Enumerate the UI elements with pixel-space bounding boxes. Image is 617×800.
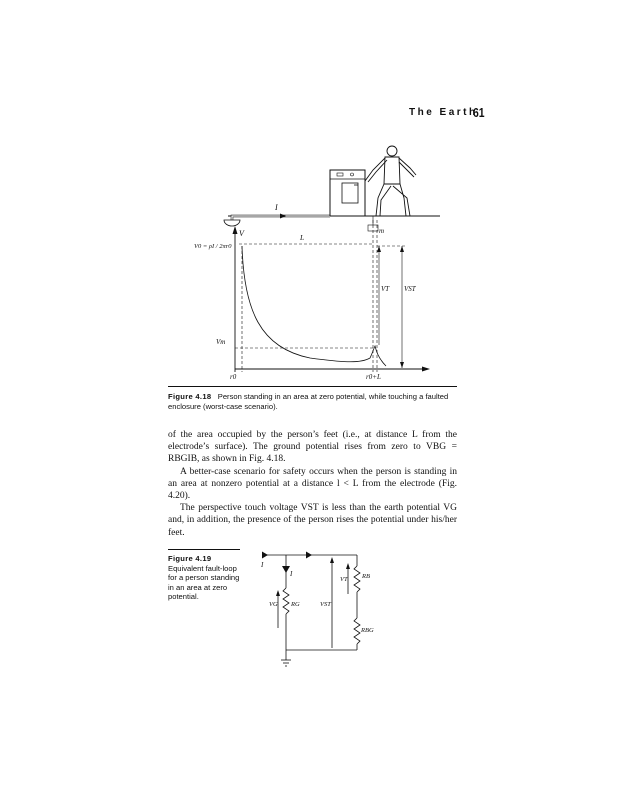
resistor-rbg bbox=[354, 618, 360, 644]
label-r0: r0 bbox=[230, 373, 237, 381]
figure-4-18-caption-text: Person standing in an area at zero potential, while touching a faulted enclosure (worst-case scenario). bbox=[168, 392, 449, 411]
label-i-branch: I bbox=[290, 570, 293, 578]
page-header bbox=[0, 107, 617, 123]
paragraph-2: A better-case scenario for safety occurs when the person is standing in an area at nonzero potential at a distance l < L from the electrode (Fig. 4.20). bbox=[168, 466, 457, 502]
label-v0-formula: V0 = ρI / 2πr0 bbox=[194, 243, 232, 250]
label-rb: RB bbox=[362, 573, 370, 580]
paragraph-3: The perspective touch voltage VST is less than the earth potential VG and, in addition, the presence of the person rises the potential under his/her feet. bbox=[168, 503, 457, 538]
potential-curve bbox=[242, 246, 386, 366]
label-i-top: I bbox=[261, 561, 264, 569]
fault-current-path bbox=[232, 210, 330, 222]
running-title: The Earth bbox=[409, 107, 478, 118]
label-distance: L bbox=[300, 233, 305, 242]
label-current-top: I bbox=[275, 203, 278, 212]
figure-4-18-caption bbox=[168, 386, 457, 411]
label-vst: VST bbox=[404, 285, 416, 293]
label-vst: VST bbox=[320, 601, 331, 608]
figure-4-19-circuit bbox=[250, 548, 380, 680]
figure-4-19-caption-text: Equivalent fault-loop for a person standing in an area at zero potential. bbox=[168, 563, 240, 601]
label-vt: VT bbox=[340, 576, 348, 583]
label-r0-plus-l: r0+L bbox=[366, 373, 381, 381]
page-number: 61 bbox=[473, 105, 485, 120]
figure-4-19-caption-label: Figure 4.19 bbox=[168, 554, 212, 563]
label-rbg: RBG bbox=[361, 627, 374, 634]
body-text bbox=[168, 429, 457, 539]
faulted-enclosure-icon bbox=[330, 170, 365, 216]
figure-4-18-caption-label: Figure 4.18 bbox=[168, 392, 212, 401]
meter-icon bbox=[368, 216, 378, 231]
label-vt: VT bbox=[381, 285, 390, 293]
resistor-rb bbox=[354, 566, 360, 592]
label-vg: VG bbox=[269, 601, 278, 608]
label-v-axis: V bbox=[239, 229, 244, 238]
figure-4-19-caption bbox=[168, 549, 240, 602]
electrode-icon bbox=[224, 220, 240, 226]
label-vm: Vm bbox=[216, 338, 226, 346]
resistor-rg bbox=[283, 588, 289, 614]
label-meter: m bbox=[379, 227, 385, 235]
figure-4-18-diagram bbox=[180, 140, 460, 386]
label-rg: RG bbox=[291, 601, 300, 608]
person-icon bbox=[365, 146, 416, 216]
paragraph-1: of the area occupied by the person’s feet (i.e., at distance L from the electrode’s surface). The ground potential rises from zero to VBG = RBGIB, as shown in Fig. 4.18. bbox=[168, 430, 457, 465]
